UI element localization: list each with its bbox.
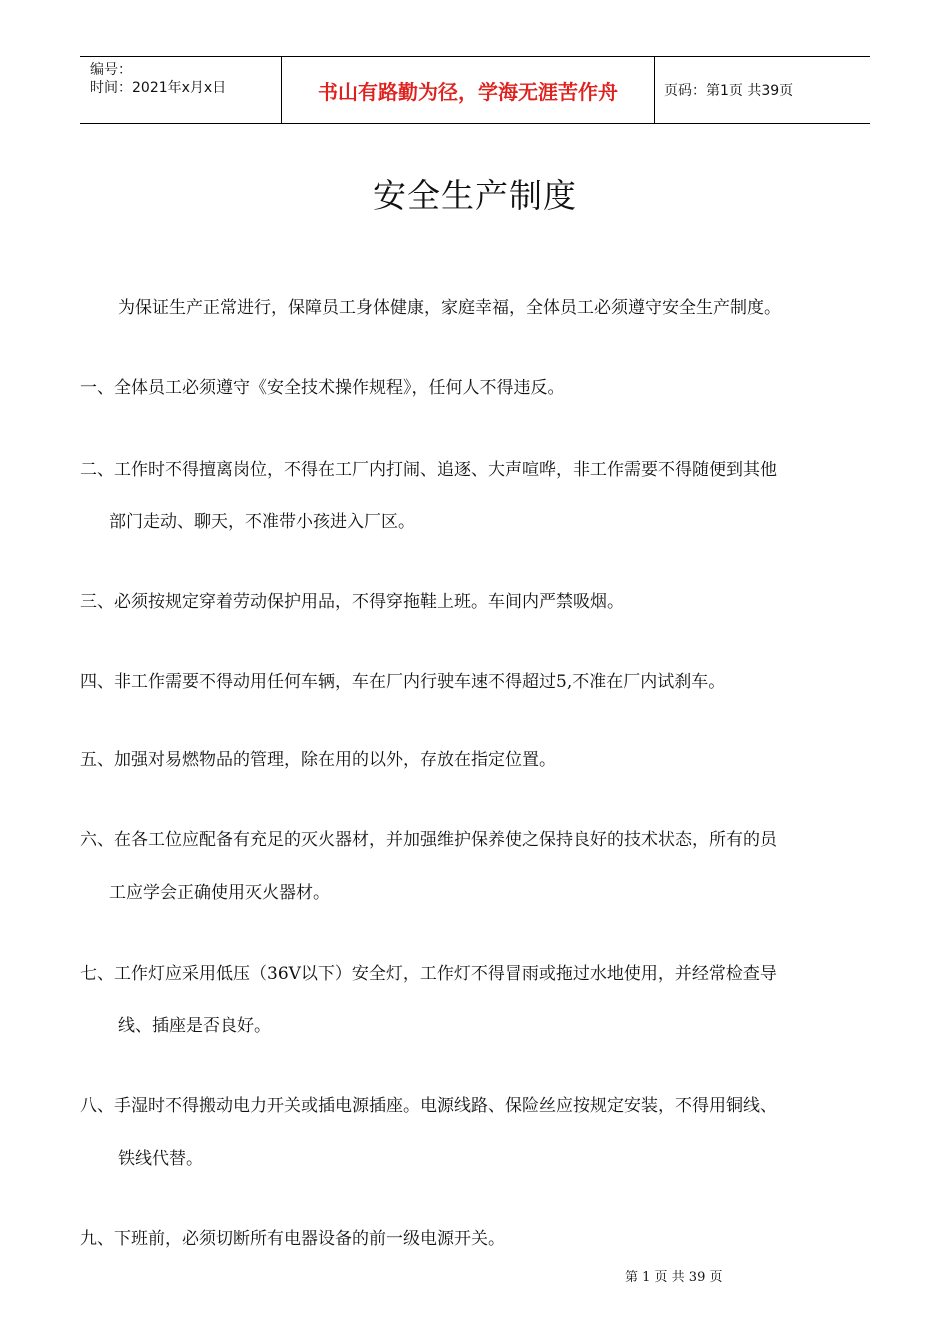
intro-paragraph: 为保证生产正常进行，保障员工身体健康，家庭幸福，全体员工必须遵守安全生产制度。 [118, 298, 781, 318]
rule-item-6 [80, 829, 872, 851]
rule-number: 四、 [80, 672, 114, 692]
document-time-label: 时间：2021年x月x日 [90, 80, 227, 96]
rule-number: 一、 [80, 378, 114, 398]
rule-item-2-continuation: 部门走动、聊天，不准带小孩进入厂区。 [109, 512, 415, 532]
rule-text: 必须按规定穿着劳动保护用品，不得穿拖鞋上班。车间内严禁吸烟。 [114, 592, 624, 612]
rule-text: 工作灯应采用低压（36V以下）安全灯，工作灯不得冒雨或拖过水地使用，并经常检查导 [114, 964, 777, 984]
rule-number: 三、 [80, 592, 114, 612]
rule-number: 八、 [80, 1096, 114, 1116]
rule-number: 七、 [80, 964, 114, 984]
rule-text: 非工作需要不得动用任何车辆，车在厂内行驶车速不得超过5,不准在厂内试刹车。 [114, 672, 726, 692]
rule-item-8 [80, 1095, 872, 1117]
rule-text: 加强对易燃物品的管理，除在用的以外，存放在指定位置。 [114, 750, 556, 770]
rule-number: 六、 [80, 830, 114, 850]
rule-item-7 [80, 963, 872, 985]
document-number-label: 编号： [90, 62, 132, 78]
rule-item-4 [80, 671, 872, 693]
document-title: 安全生产制度 [373, 176, 577, 215]
rule-item-7-continuation: 线、插座是否良好。 [118, 1016, 271, 1036]
rule-item-6-continuation: 工应学会正确使用灭火器材。 [109, 883, 330, 903]
rule-text: 工作时不得擅离岗位，不得在工厂内打闹、追逐、大声喧哗，非工作需要不得随便到其他 [114, 460, 777, 480]
page-footer: 第 1 页 共 39 页 [625, 1270, 723, 1285]
header-page-indicator: 页码：第1页 共39页 [664, 83, 794, 99]
rule-item-1 [80, 377, 872, 399]
header-meta [80, 57, 281, 123]
rule-item-5 [80, 749, 872, 771]
rule-number: 二、 [80, 460, 114, 480]
header-table [80, 56, 870, 124]
header-motto: 书山有路勤为径，学海无涯苦作舟 [281, 57, 655, 123]
rule-text: 在各工位应配备有充足的灭火器材，并加强维护保养使之保持良好的技术状态，所有的员 [114, 830, 777, 850]
rule-item-9 [80, 1228, 872, 1250]
rule-text: 全体员工必须遵守《安全技术操作规程》，任何人不得违反。 [114, 378, 565, 398]
rule-number: 五、 [80, 750, 114, 770]
rule-item-8-continuation: 铁线代替。 [118, 1149, 203, 1169]
rule-text: 下班前，必须切断所有电器设备的前一级电源开关。 [114, 1229, 505, 1249]
rule-item-2 [80, 459, 872, 481]
rule-text: 手湿时不得搬动电力开关或插电源插座。电源线路、保险丝应按规定安装，不得用铜线、 [114, 1096, 777, 1116]
rule-number: 九、 [80, 1229, 114, 1249]
rule-item-3 [80, 591, 872, 613]
